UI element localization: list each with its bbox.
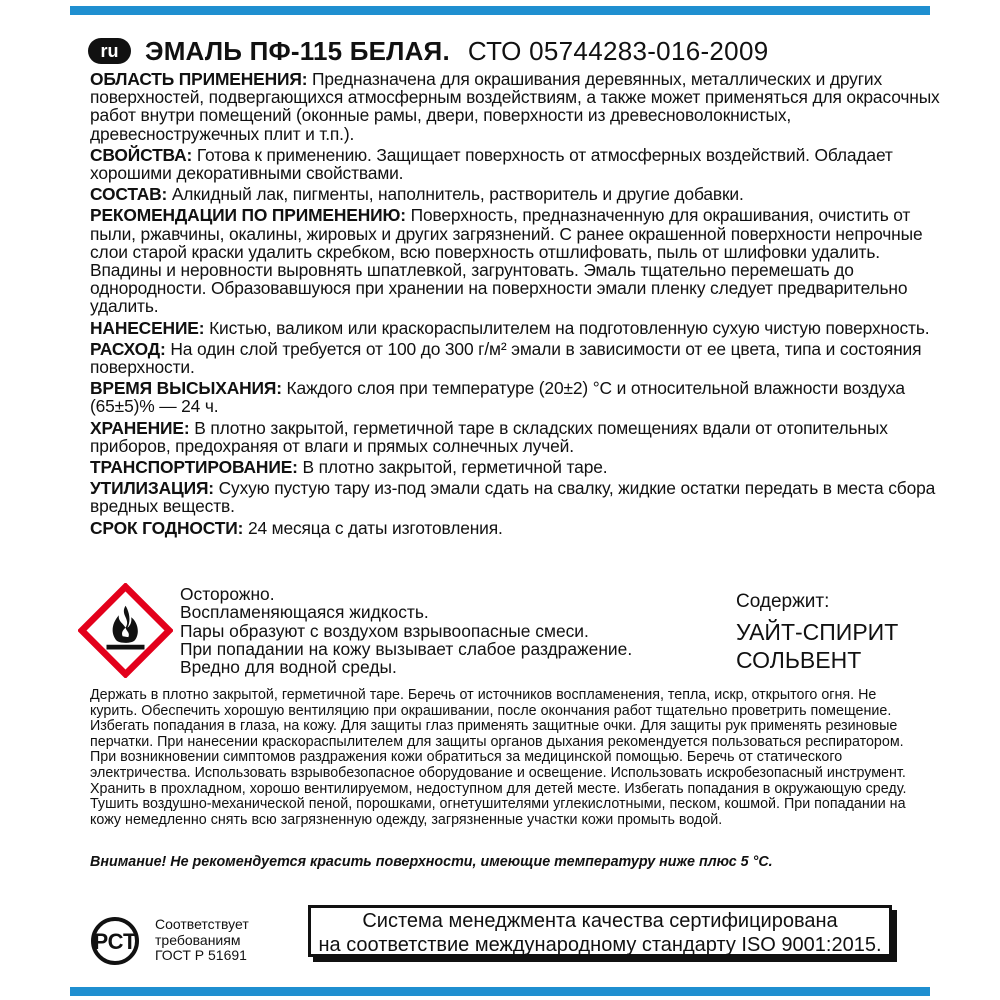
contains-label: Содержит: bbox=[736, 591, 830, 612]
gost-line: ГОСТ Р 51691 bbox=[155, 947, 247, 963]
section-recommendations bbox=[90, 206, 940, 315]
section-label: НАНЕСЕНИЕ: bbox=[90, 317, 205, 338]
section-text: Поверхность, предназначенную для окрашивания, очистить от пыли, ржавчины, окалины, жировых и других загрязнений. С ранее окрашенной поверхности непрочные слои старой краски удалить скребком, всю поверхность отшлифовать, пыль от шлифовки удалить. Впадины и неровности выровнять шпатлевкой, загрунтовать. Эмаль тщательно перемешать до однородности. Образовавшуюся при хранении на поверхности эмали пленку следует предварительно удалить. bbox=[90, 205, 923, 317]
contains-item: УАЙТ-СПИРИТ bbox=[736, 619, 899, 645]
section-text: Предназначена для окрашивания деревянных, металлических и других поверхностей, подвергающихся атмосферным воздействиям, а также может применяться для окрасочных работ внутри помещений (оконные рамы, двери, поверхности из древесноволокнистых, древесностружечных плит и т.п.). bbox=[90, 69, 940, 144]
section-transport bbox=[90, 458, 940, 476]
contains-block bbox=[736, 591, 898, 674]
section-label: ОБЛАСТЬ ПРИМЕНЕНИЯ: bbox=[90, 69, 308, 89]
section-text: Готова к применению. Защищает поверхность от атмосферных воздействий. Обладает хорошими декоративными свойствами. bbox=[90, 144, 893, 184]
section-label: РАСХОД: bbox=[90, 338, 166, 359]
gost-line: требованиям bbox=[155, 931, 241, 948]
section-composition bbox=[90, 185, 940, 203]
hazard-line: При попадании на кожу вызывает слабое раздражение. bbox=[180, 638, 633, 659]
section-storage bbox=[90, 419, 940, 455]
certification-line: Система менеджмента качества сертифицирована bbox=[362, 910, 838, 932]
section-text: На один слой требуется от 100 до 300 г/м² эмали в зависимости от ее цвета, типа и состояния поверхности. bbox=[90, 338, 922, 378]
section-label: ТРАНСПОРТИРОВАНИЕ: bbox=[90, 457, 298, 478]
rst-certification-logo bbox=[90, 916, 150, 966]
section-disposal bbox=[90, 479, 940, 515]
section-properties bbox=[90, 146, 940, 182]
section-drying-time bbox=[90, 379, 940, 415]
section-text: В плотно закрытой, герметичной таре. bbox=[302, 457, 608, 478]
section-label: ХРАНЕНИЕ: bbox=[90, 417, 190, 438]
certification-line: на соответствие международному стандарту ISO 9001:2015. bbox=[318, 934, 882, 956]
section-application-method bbox=[90, 319, 940, 337]
hazard-line: Воспламеняющаяся жидкость. bbox=[180, 602, 429, 623]
section-label: УТИЛИЗАЦИЯ: bbox=[90, 478, 214, 499]
hazard-line: Осторожно. bbox=[180, 584, 275, 604]
section-application bbox=[90, 70, 940, 143]
section-shelf-life bbox=[90, 519, 940, 537]
section-label: СОСТАВ: bbox=[90, 184, 168, 205]
attention-note: Внимание! Не рекомендуется красить поверхности, имеющие температуру ниже плюс 5 °С. bbox=[90, 854, 773, 870]
section-text: 24 месяца с даты изготовления. bbox=[247, 517, 503, 538]
gost-compliance bbox=[155, 917, 249, 964]
section-text: Кистью, валиком или краскораспылителем на подготовленную сухую чистую поверхность. bbox=[209, 317, 930, 338]
product-standard: СТО 05744283-016-2009 bbox=[467, 35, 769, 66]
section-label: РЕКОМЕНДАЦИИ ПО ПРИМЕНЕНИЮ: bbox=[90, 205, 406, 226]
section-text: Алкидный лак, пигменты, наполнитель, растворитель и другие добавки. bbox=[171, 184, 744, 205]
hazard-line: Вредно для водной среды. bbox=[180, 657, 397, 678]
section-label: ВРЕМЯ ВЫСЫХАНИЯ: bbox=[90, 378, 282, 399]
product-sections bbox=[90, 70, 940, 540]
bottom-accent-bar bbox=[70, 987, 930, 996]
hazard-line: Пары образуют с воздухом взрывоопасные смеси. bbox=[180, 620, 589, 641]
section-text: В плотно закрытой, герметичной таре в складских помещениях вдали от отопительных приборов, предохраняя от влаги и прямых солнечных лучей. bbox=[90, 417, 888, 456]
product-title: ЭМАЛЬ ПФ-115 БЕЛАЯ. bbox=[145, 35, 450, 66]
section-text: Сухую пустую тару из-под эмали сдать на свалку, жидкие остатки передать в места сбора вредных веществ. bbox=[90, 478, 936, 517]
top-accent-bar bbox=[70, 6, 930, 15]
contains-item: СОЛЬВЕНТ bbox=[736, 647, 862, 673]
gost-line: Соответствует bbox=[155, 916, 249, 932]
header bbox=[88, 34, 768, 68]
flammable-icon bbox=[78, 583, 173, 678]
certification-box bbox=[308, 905, 892, 957]
section-label: СРОК ГОДНОСТИ: bbox=[90, 517, 244, 538]
hazard-statements bbox=[180, 585, 632, 676]
language-badge: ru bbox=[88, 38, 131, 64]
svg-text:РСТ: РСТ bbox=[93, 929, 137, 954]
precautionary-text: Держать в плотно закрытой, герметичной таре. Беречь от источников воспламенения, тепла, искр, открытого огня. Не курить. Обеспечить хорошую вентиляцию при окрашивании, после окончания работ тщательно проветрить помещение. Избегать попадания в глаза, на кожу. Для защиты глаз применять защитные очки. Для защиты рук применять резиновые перчатки. При нанесении краскораспылителем для защиты органов дыхания рекомендуется пользоваться респиратором. При возникновении симптомов раздражения кожи обратиться за медицинской помощью. Беречь от статического электричества. Использовать взрывобезопасное оборудование и освещение. Использовать искробезопасный инструмент. Хранить в прохладном, хорошо вентилируемом, недоступном для детей месте. Избегать попадания в окружающую среду. Тушить воздушно-механической пеной, порошками, огнетушителями углекислотными, песком, кошмой. При попадании на кожу немедленно снять всю загрязненную одежду, загрязненные участки кожи промыть водой. bbox=[90, 687, 907, 828]
section-consumption bbox=[90, 340, 940, 376]
section-label: СВОЙСТВА: bbox=[90, 144, 193, 165]
section-text: Каждого слоя при температуре (20±2) °С и относительной влажности воздуха (65±5)% — 24 ч. bbox=[90, 378, 905, 417]
